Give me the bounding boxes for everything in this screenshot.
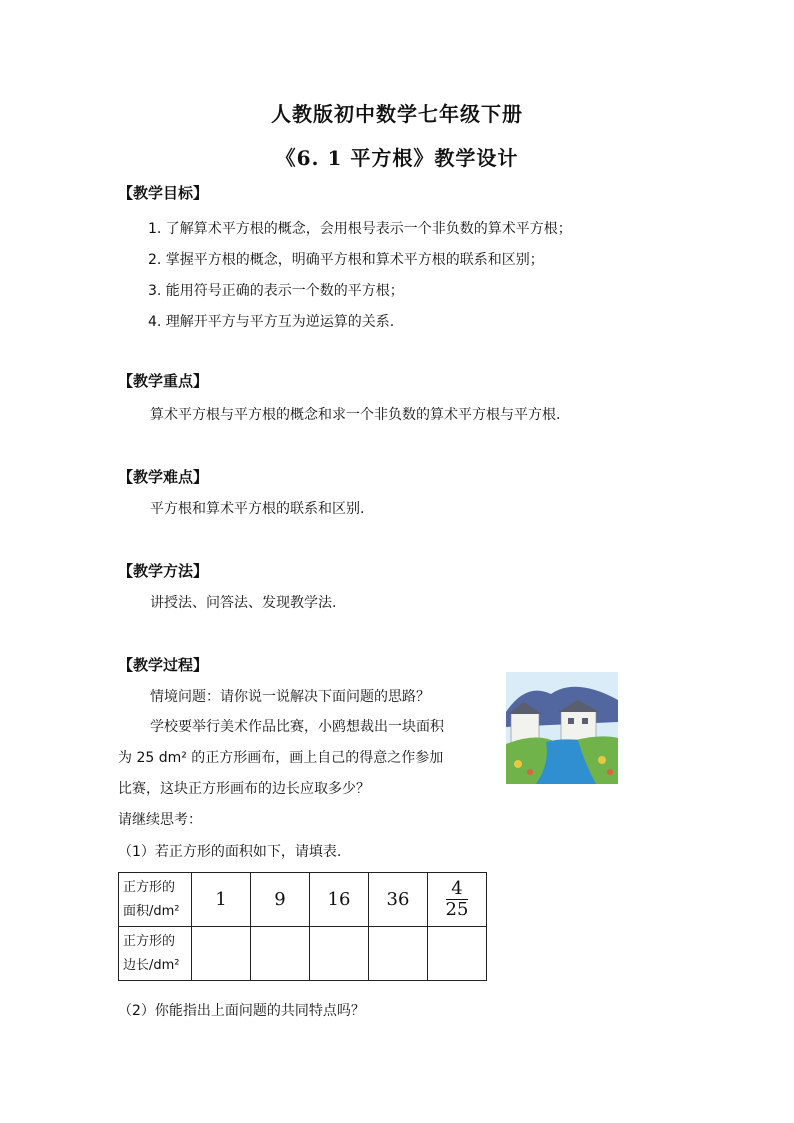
- process-line-3: 为 25 dm² 的正方形画布，画上自己的得意之作参加: [118, 750, 444, 766]
- methods-heading: 【教学方法】: [118, 562, 209, 580]
- process-line-1: 情境问题：请你说一说解决下面问题的思路？: [150, 689, 430, 705]
- fraction-denominator: 25: [445, 899, 469, 920]
- difficulties-text: 平方根和算术平方根的联系和区别.: [150, 501, 365, 517]
- house-window: [582, 718, 588, 724]
- methods-text: 讲授法、问答法、发现教学法.: [150, 595, 337, 611]
- area-cell: 1: [192, 873, 251, 927]
- difficulties-heading: 【教学难点】: [118, 468, 209, 486]
- objective-item-4: 4. 理解开平方与平方互为逆运算的关系.: [148, 314, 395, 330]
- flowers: [598, 756, 606, 764]
- village-river-illustration: [506, 672, 618, 784]
- objective-item-3: 3. 能用符号正确的表示一个数的平方根；: [148, 283, 404, 299]
- process-line-4: 比赛，这块正方形画布的边长应取多少？: [118, 781, 370, 797]
- flowers: [514, 760, 522, 768]
- table-header-cell: [119, 873, 192, 927]
- side-cell: [192, 927, 251, 981]
- header-text: 面积/dm²: [123, 903, 180, 919]
- side-cell: [428, 927, 487, 981]
- process-line-5: 请继续思考：: [118, 812, 202, 828]
- table-row: [119, 927, 487, 981]
- area-cell: 9: [251, 873, 310, 927]
- table-row: [119, 873, 487, 927]
- objectives-heading: 【教学目标】: [118, 184, 209, 202]
- document-subtitle: 《6. 1 平方根》教学设计: [275, 146, 519, 170]
- header-text: 正方形的: [123, 879, 176, 895]
- side-cell: [251, 927, 310, 981]
- flowers: [527, 769, 533, 775]
- side-cell: [369, 927, 428, 981]
- key-points-heading: 【教学重点】: [118, 372, 209, 390]
- document-title: 人教版初中数学七年级下册: [271, 102, 523, 126]
- house-window: [568, 718, 574, 724]
- objective-item-1: 1. 了解算术平方根的概念，会用根号表示一个非负数的算术平方根；: [148, 221, 572, 237]
- process-heading: 【教学过程】: [118, 656, 209, 674]
- table-header-cell: [119, 927, 192, 981]
- objective-item-2: 2. 掌握平方根的概念，明确平方根和算术平方根的联系和区别；: [148, 252, 544, 268]
- area-cell-fraction: [428, 873, 487, 927]
- fraction-numerator: 4: [446, 879, 469, 900]
- house: [561, 710, 596, 740]
- key-points-text: 算术平方根与平方根的概念和求一个非负数的算术平方根与平方根.: [150, 407, 561, 423]
- fraction: [446, 879, 469, 920]
- header-text: 边长/dm²: [123, 957, 180, 973]
- side-cell: [310, 927, 369, 981]
- area-side-table: [118, 872, 487, 981]
- flowers: [607, 769, 613, 775]
- area-cell: 16: [310, 873, 369, 927]
- process-line-6: （1）若正方形的面积如下，请填表.: [118, 844, 342, 860]
- area-cell: 36: [369, 873, 428, 927]
- process-line-7: （2）你能指出上面问题的共同特点吗？: [118, 1003, 365, 1019]
- header-text: 正方形的: [123, 933, 176, 949]
- process-line-2: 学校要举行美术作品比赛，小鸥想裁出一块面积: [150, 719, 444, 735]
